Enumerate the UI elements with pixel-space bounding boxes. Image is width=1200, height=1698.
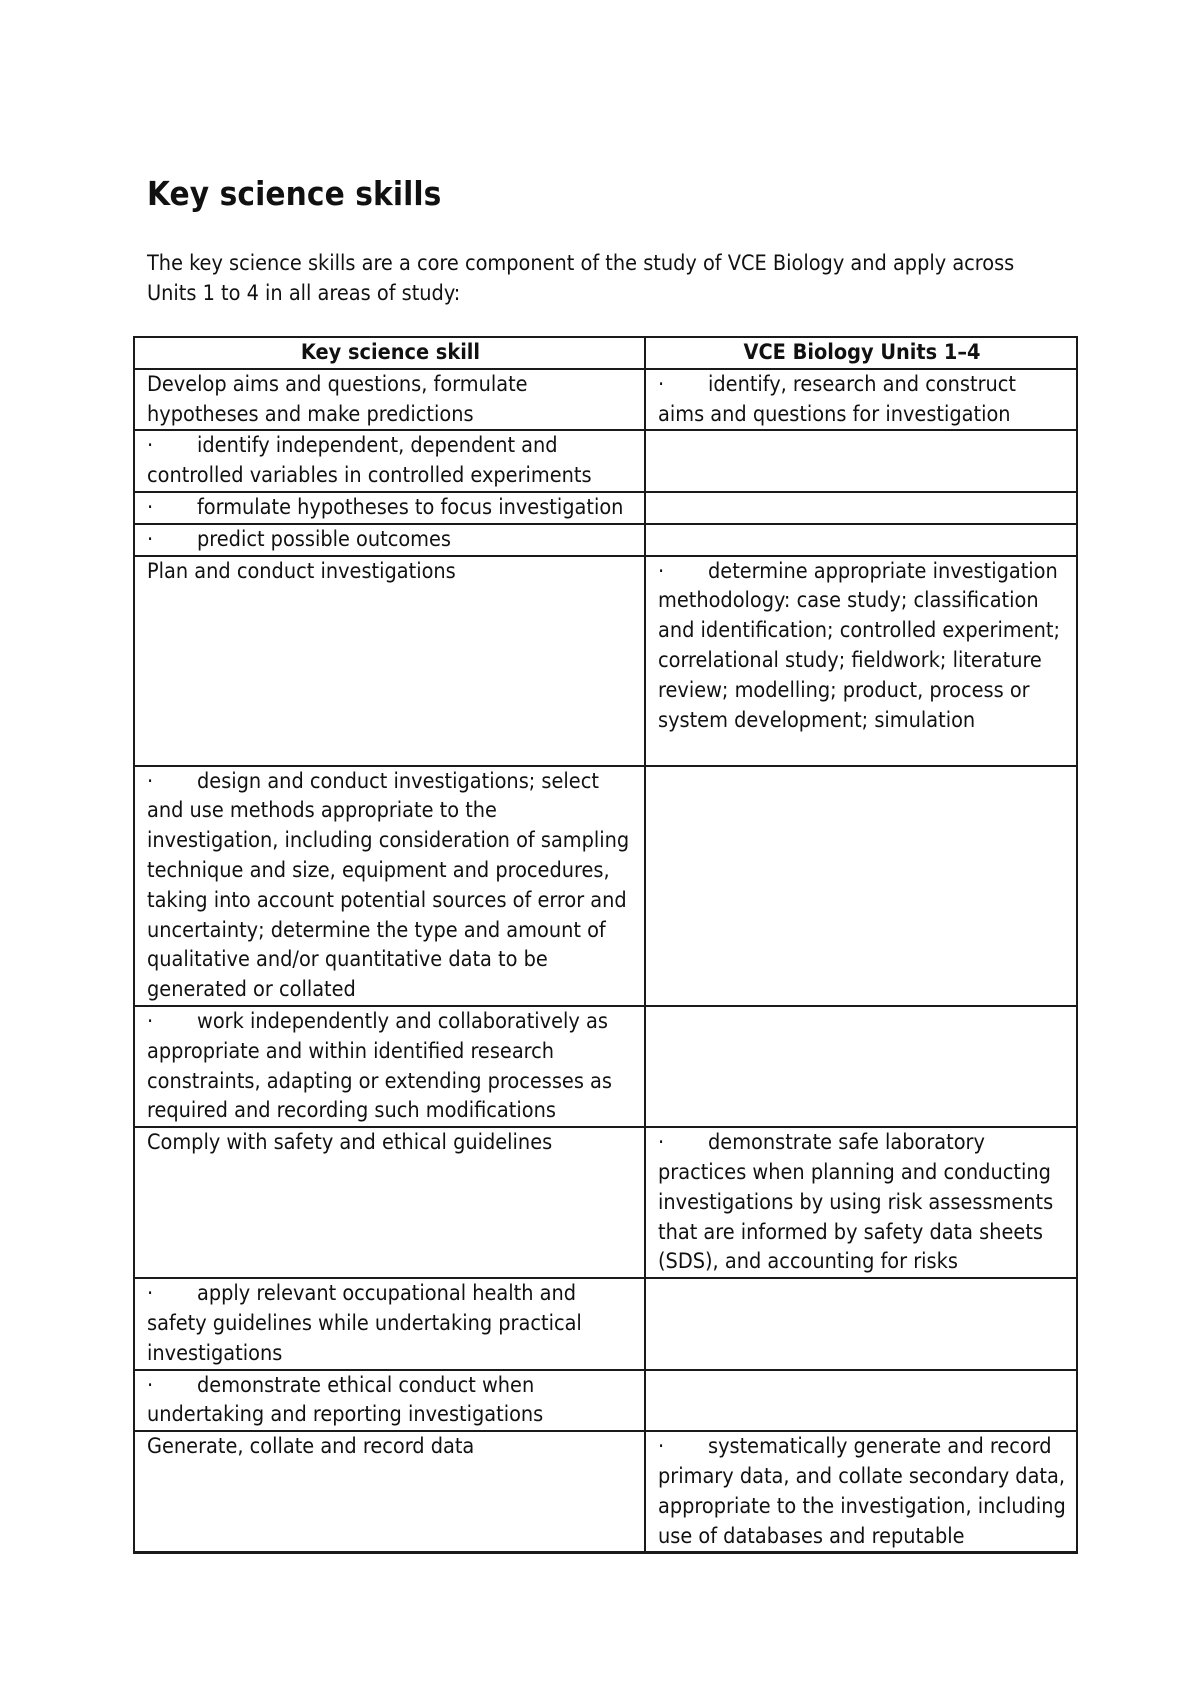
header-key-science-skill: Key science skill — [134, 337, 645, 369]
intro-paragraph: The key science skills are a core component of the study of VCE Biology and apply across Units 1 to 4 in all areas of study: — [147, 251, 1015, 306]
skill-text: Plan and conduct investigations — [147, 558, 456, 584]
skill-text: formulate hypotheses to focus investigation — [197, 494, 624, 520]
skill-text: design and conduct investigations; select and use methods appropriate to the investigation, including consideration of sampling technique and size, equipment and procedures, taking into account potential sources of error and uncertainty; determine the type and amount of qualitative and/or quantitative data to be generated or collated — [147, 768, 630, 1003]
bullet-glyph: · — [658, 371, 665, 397]
skill-text: Comply with safety and ethical guidelines — [147, 1130, 553, 1156]
bullet-glyph: · — [658, 1434, 665, 1460]
skill-text: work independently and collaboratively as appropriate and within identified research constraints, adapting or extending processes as required and recording such modifications — [147, 1008, 612, 1124]
skill-cell — [134, 1127, 645, 1278]
skill-text: identify independent, dependent and controlled variables in controlled experiments — [147, 433, 592, 489]
table-row — [134, 1370, 1077, 1432]
bullet-glyph: · — [147, 433, 154, 459]
detail-cell — [645, 369, 1077, 431]
skill-cell — [134, 369, 645, 431]
detail-cell — [645, 1370, 1077, 1432]
skill-cell — [134, 766, 645, 1006]
header-vce-biology-units: VCE Biology Units 1–4 — [645, 337, 1077, 369]
table-row — [134, 766, 1077, 1006]
table-row — [134, 1431, 1077, 1553]
key-science-skills-table — [133, 336, 1078, 1554]
skill-cell — [134, 492, 645, 524]
table-row — [134, 556, 1077, 766]
detail-cell — [645, 1431, 1077, 1553]
table-row — [134, 1127, 1077, 1278]
detail-cell — [645, 1127, 1077, 1278]
skill-cell — [134, 1278, 645, 1369]
detail-text: systematically generate and record primary data, and collate secondary data, appropriate to the investigation, including use of databases and reputable — [658, 1434, 1066, 1549]
table-row — [134, 492, 1077, 524]
skill-cell — [134, 524, 645, 556]
skill-cell — [134, 430, 645, 492]
skill-text: apply relevant occupational health and safety guidelines while undertaking practical investigations — [147, 1281, 582, 1366]
bullet-glyph: · — [658, 558, 665, 584]
detail-cell — [645, 492, 1077, 524]
detail-text: determine appropriate investigation methodology: case study; classification and identification; controlled experiment; correlational study; fieldwork; literature review; modelling; product, process or system development; simulation — [658, 558, 1060, 733]
page-title: Key science skills — [147, 174, 442, 213]
detail-text: demonstrate safe laboratory practices when planning and conducting investigations by using risk assessments that are informed by safety data sheets (SDS), and accounting for risks — [658, 1130, 1054, 1275]
bullet-glyph: · — [147, 494, 154, 520]
detail-cell — [645, 1278, 1077, 1369]
detail-text: identify, research and construct aims and questions for investigation — [658, 371, 1017, 427]
skill-text: Develop aims and questions, formulate hypotheses and make predictions — [147, 371, 528, 427]
table-row — [134, 1006, 1077, 1127]
skill-text: demonstrate ethical conduct when undertaking and reporting investigations — [147, 1372, 544, 1428]
bullet-glyph: · — [658, 1130, 665, 1156]
detail-cell — [645, 556, 1077, 766]
bullet-glyph: · — [147, 1008, 154, 1034]
bullet-glyph: · — [147, 768, 154, 794]
detail-cell — [645, 524, 1077, 556]
detail-cell — [645, 1006, 1077, 1127]
table-row — [134, 524, 1077, 556]
skill-text: Generate, collate and record data — [147, 1434, 475, 1460]
bullet-glyph: · — [147, 1372, 154, 1398]
skill-cell — [134, 556, 645, 766]
table-row — [134, 1278, 1077, 1369]
skill-text: predict possible outcomes — [197, 526, 451, 552]
table-row — [134, 430, 1077, 492]
table-row — [134, 369, 1077, 431]
skill-cell — [134, 1431, 645, 1553]
skill-cell — [134, 1006, 645, 1127]
detail-cell — [645, 430, 1077, 492]
skill-cell — [134, 1370, 645, 1432]
detail-cell — [645, 766, 1077, 1006]
table-header-row — [134, 337, 1077, 369]
bullet-glyph: · — [147, 526, 154, 552]
bullet-glyph: · — [147, 1281, 154, 1307]
